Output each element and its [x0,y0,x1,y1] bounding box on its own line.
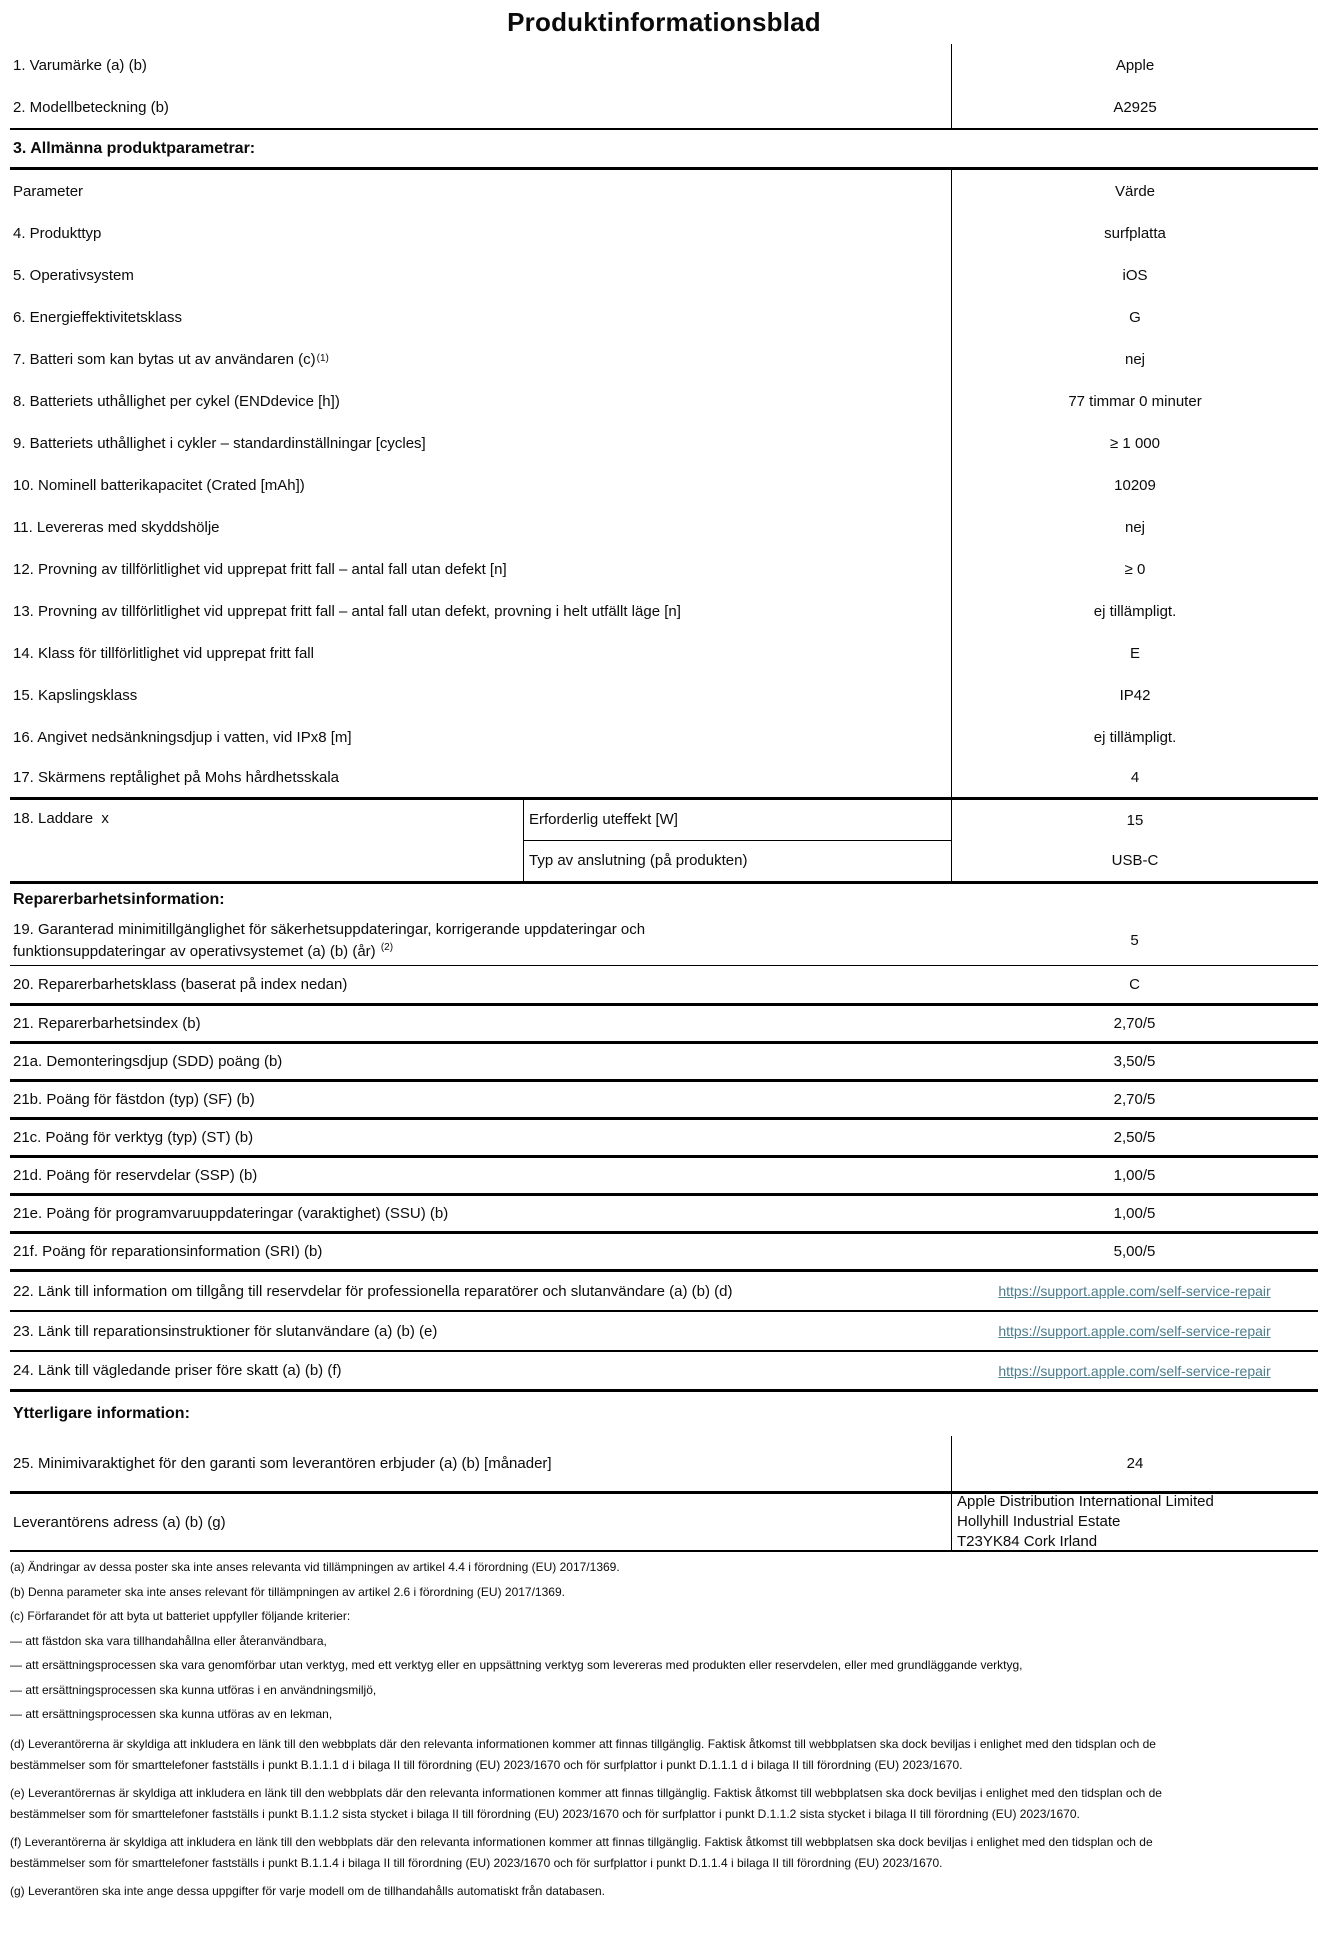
row-value: USB-C [1111,852,1159,870]
footnote-b: (b) Denna parameter ska inte anses relevant för tillämpningen av artikel 2.6 i förordning (EU) 2017/1369. [10,1584,565,1599]
row-value: 5 [1130,932,1139,949]
table-row [10,1312,1318,1352]
row-label: 9. Batteriets uthållighet i cykler – standardinställningar [cycles] [13,434,426,452]
row-label: 10. Nominell batterikapacitet (Crated [mAh]) [13,476,305,494]
footnote-e: (e) Leverantörernas är skyldiga att inkludera en länk till den webbplats där den relevanta informationen kommer att finnas tillgänglig. Faktisk åtkomst till webbplatsen ska dock beviljas i enlighet med den tidsplan och de bestämmelser som för smarttelefoner fastställs i punkt B.1.1.2 sista stycket i bilaga II till förordning (EU) 2023/1670 och för surfplattor i punkt D.1.1.2 sista stycket i bilaga II till förordning (EU) 2023/1670. [10,1785,1162,1821]
row-value: ej tillämpligt. [951,590,1318,632]
row-label: 22. Länk till information om tillgång till reservdelar för professionella reparatörer och slutanvändare (a) (b) (d) [13,1282,733,1300]
footnote-c-criterion: — att ersättningsprocessen ska kunna utföras i en användningsmiljö, [10,1682,377,1697]
row-label: 8. Batteriets uthållighet per cykel (ENDdevice [h]) [13,392,340,410]
footnote-c-criterion: — att ersättningsprocessen ska vara genomförbar utan verktyg, med ett verktyg eller en uppsättning verktyg som levereras med produkten eller reservdelen, eller med grundläggande verktyg, [10,1658,1023,1672]
row-label: 11. Levereras med skyddshölje [13,518,220,536]
table-row [10,716,1318,758]
row-label: 7. Batteri som kan bytas ut av användaren (c) (1) [13,350,329,368]
row-value: 15 [1126,811,1144,829]
row-value: ≥ 0 [951,548,1318,590]
table-row [10,1272,1318,1312]
row-value: 10209 [951,464,1318,506]
row-label: 1. Varumärke (a) (b) [13,56,147,74]
pre-tax-prices-link[interactable]: https://support.apple.com/self-service-repair [998,1362,1271,1379]
table-row [10,966,1318,1006]
footnotes [10,1552,1318,1902]
table-row [10,1044,1318,1082]
row-label: 17. Skärmens reptålighet på Mohs hårdhetsskala [13,769,340,786]
row-value: ej tillämpligt. [951,716,1318,758]
row-label: Typ av anslutning (på produkten) [529,852,748,870]
row-label: 2. Modellbeteckning (b) [13,98,169,116]
footnote-c-criterion: — att ersättningsprocessen ska kunna utföras av en lekman, [10,1707,333,1721]
row-value: nej [951,506,1318,548]
row-value: 3,50/5 [1113,1053,1156,1070]
row-label: 16. Angivet nedsänkningsdjup i vatten, vid IPx8 [m] [13,728,352,746]
row-value: 2,50/5 [1113,1129,1156,1146]
row-label: 4. Produkttyp [13,224,102,242]
column-header-row [10,170,1318,212]
footnote-d: (d) Leverantörerna är skyldiga att inkludera en länk till den webbplats där den relevanta informationen kommer att finnas tillgänglig. Faktisk åtkomst till webbplatsen ska dock beviljas i enlighet med den tidsplan och de bestämmelser som för smarttelefoner fastställs i punkt B.1.1.1 d i bilaga II till förordning (EU) 2023/1670 och för surfplattor i punkt D.1.1.1 d i bilaga II till förordning (EU) 2023/1670. [10,1736,1156,1772]
table-row [10,1352,1318,1392]
footnote-f: (f) Leverantörerna är skyldiga att inkludera en länk till den webbplats där den relevanta informationen kommer att finnas tillgänglig. Faktisk åtkomst till webbplatsen ska dock beviljas i enlighet med den tidsplan och de bestämmelser som för smarttelefoner fastställs i punkt B.1.1.4 i bilaga II till förordning (EU) 2023/1670 och för surfplattor i punkt D.1.1.4 i bilaga II till förordning (EU) 2023/1670. [10,1834,1153,1870]
charger-row [10,800,1318,884]
table-row [10,548,1318,590]
row-value: Apple [951,44,1318,86]
section-heading-repairability: Reparerbarhetsinformation: [13,891,225,908]
footnote-a: (a) Ändringar av dessa poster ska inte anses relevanta vid tillämpningen av artikel 4.4 i förordning (EU) 2017/1369. [10,1560,620,1574]
table-row [10,1006,1318,1044]
row-value: nej [951,338,1318,380]
charger-sub-values [951,800,1318,881]
repair-instructions-link[interactable]: https://support.apple.com/self-service-repair [998,1323,1271,1339]
table-row [10,590,1318,632]
row-label: 12. Provning av tillförlitlighet vid upprepat fritt fall – antal fall utan defekt [n] [13,560,507,578]
row-label: 5. Operativsystem [13,266,134,284]
row-label: 21d. Poäng för reservdelar (SSP) (b) [13,1167,258,1184]
table-row [10,296,1318,338]
row-label: 20. Reparerbarhetsklass (baserat på index nedan) [13,976,348,993]
footnote-c: (c) Förfarandet för att byta ut batteriet uppfyller följande kriterier: [10,1609,351,1623]
table-row [10,44,1318,86]
row-label: 21f. Poäng för reparationsinformation (SRI) (b) [13,1243,323,1260]
row-value: 2,70/5 [1113,1015,1156,1032]
table-row [10,1120,1318,1158]
table-row [10,1234,1318,1272]
row-value: ≥ 1 000 [951,422,1318,464]
table-row [10,422,1318,464]
table-row [10,916,1318,966]
footnote-g: (g) Leverantören ska inte ange dessa uppgifter för varje modell om de tillhandahålls automatiskt från databasen. [10,1883,606,1898]
table-row [10,506,1318,548]
row-value: 1,00/5 [1113,1205,1156,1222]
row-label: 13. Provning av tillförlitlighet vid upprepat fritt fall – antal fall utan defekt, provning i helt utfällt läge [n] [13,602,681,620]
row-value: iOS [951,254,1318,296]
charger-sub-labels [523,800,951,881]
section-heading-additional-information: Ytterligare information: [13,1405,190,1422]
table-row [10,1196,1318,1234]
row-label: 15. Kapslingsklass [13,686,138,704]
table-row [10,1436,1318,1494]
supplier-address: Apple Distribution International Limited Hollyhill Industrial Estate T23YK84 Cork Irland [951,1494,1318,1550]
row-label: 21b. Poäng för fästdon (typ) (SF) (b) [13,1091,255,1108]
row-value: 1,00/5 [1113,1167,1156,1184]
row-label: 21. Reparerbarhetsindex (b) [13,1015,201,1032]
row-value [951,1272,1318,1310]
row-label: 19. Garanterad minimitillgänglighet för säkerhetsuppdateringar, korrigerande uppdateringar och funktionsuppdateringar av operativsystemet (a) (b) (år) $^{(2)}$ [13,921,646,960]
row-value: 77 timmar 0 minuter [951,380,1318,422]
row-label: 23. Länk till reparationsinstruktioner för slutanvändare (a) (b) (e) [13,1322,438,1340]
row-value: G [951,296,1318,338]
footnote-c-criterion: — att fästdon ska vara tillhandahållna eller återanvändbara, [10,1633,327,1648]
brand-model-block [10,44,1318,130]
row-value: 4 [951,758,1318,797]
table-row [10,86,1318,128]
footnote-ref-2: (2) [380,942,394,953]
table-row [10,212,1318,254]
table-row [10,338,1318,380]
row-value: IP42 [951,674,1318,716]
table-row [10,758,1318,800]
row-label: 24. Länk till vägledande priser före skatt (a) (b) (f) [13,1362,342,1379]
row-value: 2,70/5 [1113,1091,1156,1108]
row-label: 18. Laddare x [13,810,109,827]
page-title: Produktinformationsblad [507,6,821,37]
row-value: A2925 [951,86,1318,128]
table-row [10,1158,1318,1196]
row-label: 25. Minimivaraktighet för den garanti som leverantören erbjuder (a) (b) [månader] [13,1455,552,1472]
row-value: C [1129,976,1140,993]
supplier-address-row [10,1494,1318,1552]
table-row [10,464,1318,506]
table-row [10,632,1318,674]
row-value [951,1352,1318,1389]
row-value: 24 [951,1436,1318,1491]
row-label: 21e. Poäng för programvaruuppdateringar (varaktighet) (SSU) (b) [13,1205,449,1222]
row-label: 21c. Poäng för verktyg (typ) (ST) (b) [13,1129,254,1146]
section-heading-general-parameters: 3. Allmänna produktparametrar: [10,130,1318,170]
row-label: 6. Energieffektivitetsklass [13,308,182,326]
spare-parts-link[interactable]: https://support.apple.com/self-service-repair [998,1283,1271,1299]
column-header-parameter: Parameter [13,182,84,200]
table-row [10,254,1318,296]
row-value: E [951,632,1318,674]
row-value: 5,00/5 [1113,1243,1156,1260]
row-value: surfplatta [951,212,1318,254]
row-value [951,1312,1318,1350]
table-row [10,1082,1318,1120]
table-row [10,380,1318,422]
row-label: Leverantörens adress (a) (b) (g) [13,1513,226,1531]
row-label: Erforderlig uteffekt [W] [524,800,951,841]
row-label: 14. Klass för tillförlitlighet vid upprepat fritt fall [13,644,314,662]
table-row [10,674,1318,716]
row-label: 21a. Demonteringsdjup (SDD) poäng (b) [13,1053,283,1070]
column-header-value: Värde [951,170,1318,212]
